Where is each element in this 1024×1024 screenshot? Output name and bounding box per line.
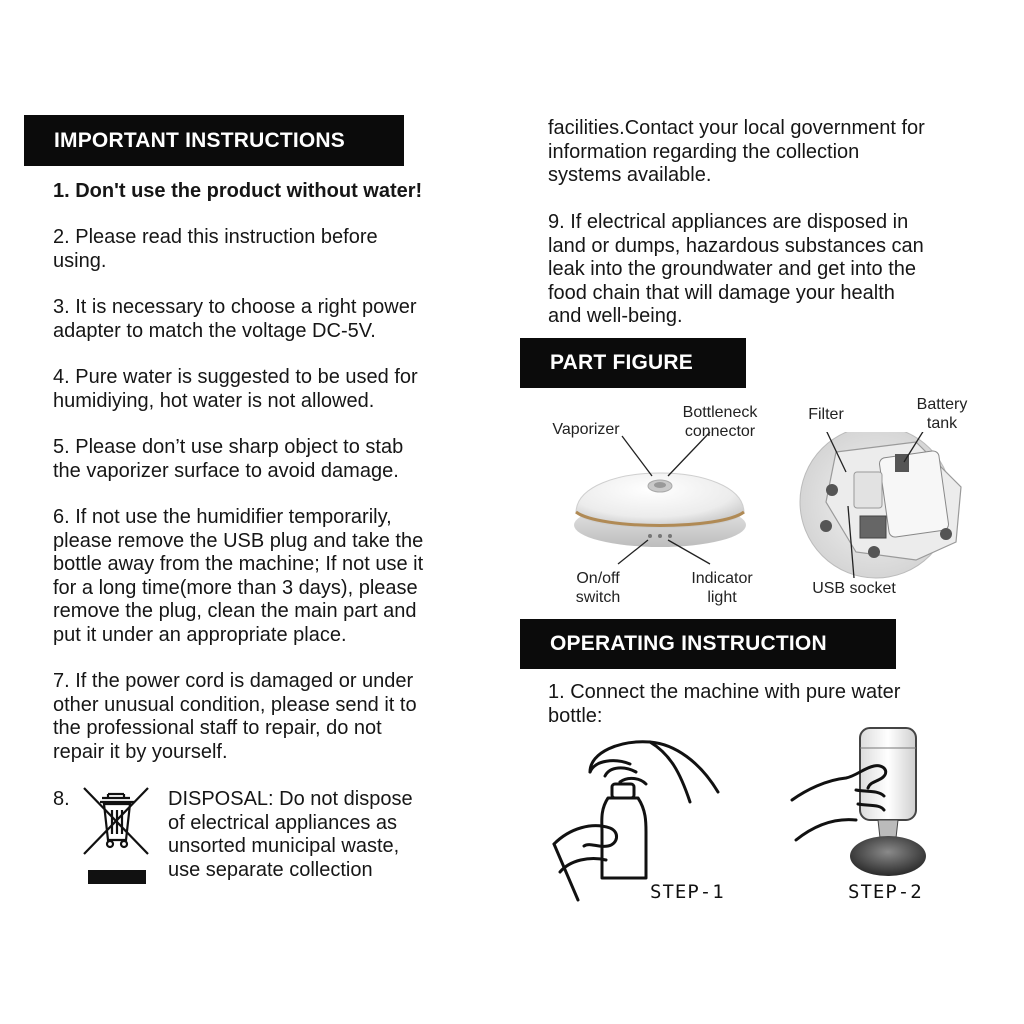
crossed-out-bin-icon: [80, 784, 154, 888]
label-usb-socket: USB socket: [812, 580, 896, 597]
step-1-illustration: [550, 732, 730, 902]
header-text: PART FIGURE: [550, 351, 693, 374]
header-text: OPERATING INSTRUCTION: [550, 632, 827, 655]
important-instructions-header: [24, 115, 404, 166]
instruction-item-7: 7. If the power cord is damaged or under other unusual condition, please send it to the professional staff to repair, do not repair it by yourself.: [53, 670, 417, 763]
humidifier-bottom-image: [796, 432, 971, 582]
step-2-label: STEP-2: [848, 881, 923, 903]
step-2-illustration: [786, 720, 936, 885]
step-1-label: STEP-1: [650, 881, 725, 903]
instruction-item-6: 6. If not use the humidifier temporarily, please remove the USB plug and take the bottle away from the machine; If not use it for a long time(more than 3 days), please remove the plug, clean the main part and put it under an appropriate place.: [53, 506, 424, 646]
instruction-item-2: 2. Please read this instruction before using.: [53, 226, 378, 272]
disposal-text: DISPOSAL: Do not dispose of electrical appliances as unsorted municipal waste, use separate collection: [168, 788, 413, 881]
instruction-item-9: 9. If electrical appliances are disposed in land or dumps, hazardous substances can leak into the groundwater and get into the food chain that will damage your health and well-being.: [548, 211, 924, 327]
label-battery-tank: Battery tank: [916, 396, 968, 432]
operating-instruction-header: [520, 619, 896, 669]
header-text: IMPORTANT INSTRUCTIONS: [54, 128, 345, 152]
instruction-item-1: 1. Don't use the product without water!: [53, 180, 423, 202]
instruction-item-5: 5. Please don’t use sharp object to stab the vaporizer surface to avoid damage.: [53, 436, 404, 482]
operating-step-1-text: 1. Connect the machine with pure water bottle:: [548, 681, 901, 727]
label-filter: Filter: [808, 406, 844, 423]
disposal-continuation: facilities.Contact your local government for information regarding the collection systems available.: [548, 117, 925, 186]
instruction-item-3: 3. It is necessary to choose a right power adapter to match the voltage DC-5V.: [53, 296, 417, 342]
part-figure-header: [520, 338, 746, 388]
label-vaporizer: Vaporizer: [552, 421, 620, 438]
label-indicator-light: Indicator light: [691, 570, 753, 606]
instruction-item-4: 4. Pure water is suggested to be used for humidiying, hot water is not allowed.: [53, 366, 418, 412]
label-onoff-switch: On/off switch: [575, 570, 621, 606]
humidifier-front-image: [560, 430, 760, 565]
disposal-number: 8.: [53, 788, 70, 810]
label-bottleneck-connector: Bottleneck connector: [682, 404, 758, 440]
